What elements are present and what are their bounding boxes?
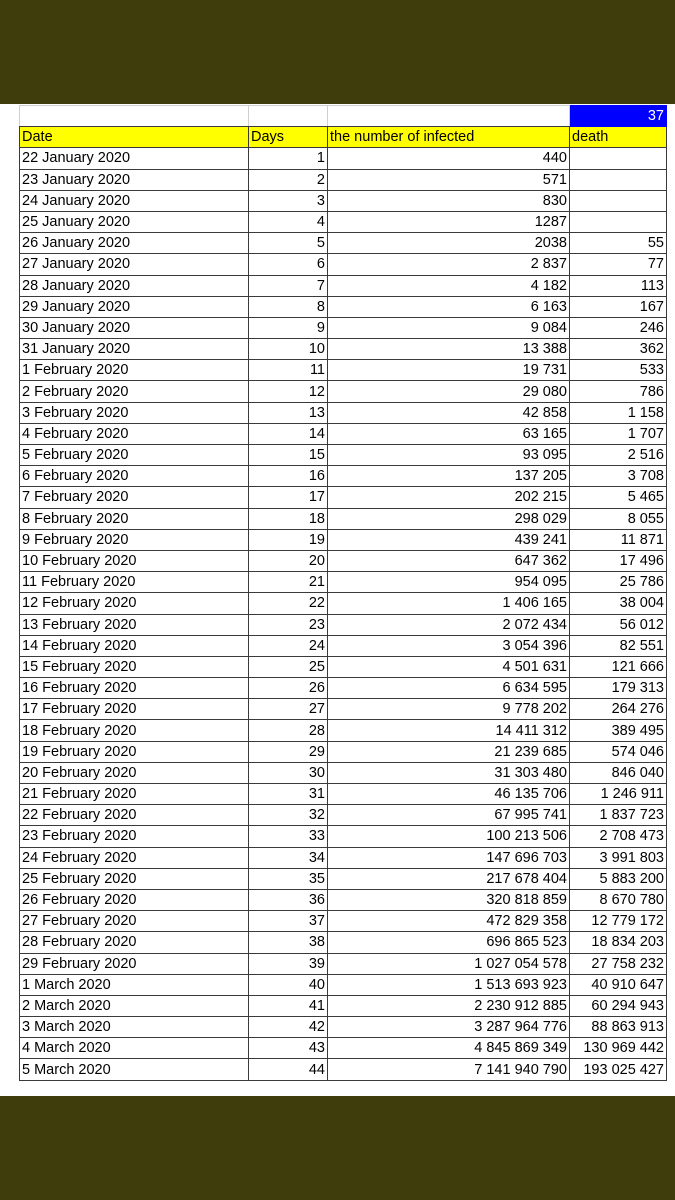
table-row (20, 762, 667, 783)
cell-date[interactable]: 29 February 2020 (20, 953, 249, 974)
cell-days[interactable]: 11 (249, 360, 328, 381)
cell-days[interactable]: 9 (249, 317, 328, 338)
cell-date[interactable]: 26 January 2020 (20, 233, 249, 254)
cell-infected[interactable]: 2038 (328, 233, 570, 254)
cell-date[interactable]: 16 February 2020 (20, 678, 249, 699)
cell-infected[interactable]: 440 (328, 148, 570, 169)
table-row (20, 275, 667, 296)
cell-infected[interactable]: 2 230 912 885 (328, 995, 570, 1016)
table-row (20, 360, 667, 381)
cell-infected[interactable]: 67 995 741 (328, 805, 570, 826)
cell-infected[interactable]: 63 165 (328, 423, 570, 444)
cell-date[interactable]: 6 February 2020 (20, 466, 249, 487)
table-row (20, 805, 667, 826)
cell-infected[interactable]: 3 054 396 (328, 635, 570, 656)
table-row (20, 572, 667, 593)
table-row (20, 826, 667, 847)
cell-days[interactable]: 8 (249, 296, 328, 317)
cell-death[interactable]: 27 758 232 (570, 953, 667, 974)
cell-infected[interactable]: 4 182 (328, 275, 570, 296)
cell-death[interactable]: 5 883 200 (570, 868, 667, 889)
empty-cell[interactable] (20, 106, 249, 127)
cell-death[interactable]: 56 012 (570, 614, 667, 635)
cell-date[interactable]: 3 March 2020 (20, 1017, 249, 1038)
cell-infected[interactable]: 1 406 165 (328, 593, 570, 614)
cell-infected[interactable]: 29 080 (328, 381, 570, 402)
cell-date[interactable]: 5 March 2020 (20, 1059, 249, 1080)
cell-infected[interactable]: 21 239 685 (328, 741, 570, 762)
cell-death[interactable]: 121 666 (570, 656, 667, 677)
cell-days[interactable]: 3 (249, 190, 328, 211)
cell-death[interactable]: 3 708 (570, 466, 667, 487)
cell-infected[interactable]: 46 135 706 (328, 784, 570, 805)
cell-infected[interactable]: 42 858 (328, 402, 570, 423)
table-row (20, 847, 667, 868)
cell-death[interactable]: 179 313 (570, 678, 667, 699)
cell-infected[interactable]: 2 837 (328, 254, 570, 275)
cell-date[interactable]: 8 February 2020 (20, 508, 249, 529)
table-row (20, 296, 667, 317)
cell-death[interactable]: 77 (570, 254, 667, 275)
table-row (20, 254, 667, 275)
cell-days[interactable]: 14 (249, 423, 328, 444)
header-death[interactable]: death (570, 127, 667, 148)
cell-date[interactable]: 21 February 2020 (20, 784, 249, 805)
cell-date[interactable]: 12 February 2020 (20, 593, 249, 614)
cell-days[interactable]: 26 (249, 678, 328, 699)
cell-death[interactable]: 533 (570, 360, 667, 381)
table-row (20, 974, 667, 995)
cell-death[interactable]: 2 516 (570, 445, 667, 466)
table-row (20, 317, 667, 338)
table-row (20, 741, 667, 762)
cell-death[interactable]: 362 (570, 339, 667, 360)
cell-death[interactable]: 25 786 (570, 572, 667, 593)
table-row (20, 953, 667, 974)
cell-date[interactable]: 1 March 2020 (20, 974, 249, 995)
cell-date[interactable]: 14 February 2020 (20, 635, 249, 656)
cell-date[interactable]: 2 March 2020 (20, 995, 249, 1016)
cell-date[interactable]: 24 January 2020 (20, 190, 249, 211)
cell-date[interactable]: 1 February 2020 (20, 360, 249, 381)
table-row (20, 593, 667, 614)
cell-days[interactable]: 24 (249, 635, 328, 656)
table-row (20, 995, 667, 1016)
cell-death[interactable]: 786 (570, 381, 667, 402)
cell-days[interactable]: 16 (249, 466, 328, 487)
cell-days[interactable]: 41 (249, 995, 328, 1016)
cell-date[interactable]: 27 January 2020 (20, 254, 249, 275)
table-row (20, 656, 667, 677)
cell-date[interactable]: 27 February 2020 (20, 911, 249, 932)
table-row (20, 487, 667, 508)
cell-death[interactable]: 88 863 913 (570, 1017, 667, 1038)
table-row (20, 720, 667, 741)
cell-death[interactable]: 2 708 473 (570, 826, 667, 847)
table-row (20, 445, 667, 466)
cell-days[interactable]: 22 (249, 593, 328, 614)
cell-death[interactable]: 18 834 203 (570, 932, 667, 953)
cell-death[interactable]: 60 294 943 (570, 995, 667, 1016)
cell-date[interactable]: 25 January 2020 (20, 211, 249, 232)
cell-days[interactable]: 15 (249, 445, 328, 466)
cell-date[interactable]: 26 February 2020 (20, 889, 249, 910)
cell-date[interactable]: 18 February 2020 (20, 720, 249, 741)
cell-date[interactable]: 22 January 2020 (20, 148, 249, 169)
cell-infected[interactable]: 2 072 434 (328, 614, 570, 635)
cell-death[interactable]: 38 004 (570, 593, 667, 614)
table-row (20, 1038, 667, 1059)
cell-days[interactable]: 31 (249, 784, 328, 805)
cell-death[interactable]: 389 495 (570, 720, 667, 741)
cell-infected[interactable]: 439 241 (328, 529, 570, 550)
cell-date[interactable]: 7 February 2020 (20, 487, 249, 508)
table-row (20, 911, 667, 932)
cell-date[interactable]: 11 February 2020 (20, 572, 249, 593)
cell-infected[interactable]: 137 205 (328, 466, 570, 487)
cell-infected[interactable]: 298 029 (328, 508, 570, 529)
cell-infected[interactable]: 696 865 523 (328, 932, 570, 953)
cell-days[interactable]: 36 (249, 889, 328, 910)
cell-infected[interactable]: 9 084 (328, 317, 570, 338)
cell-date[interactable]: 17 February 2020 (20, 699, 249, 720)
cell-date[interactable]: 2 February 2020 (20, 381, 249, 402)
cell-infected[interactable]: 202 215 (328, 487, 570, 508)
cell-infected[interactable]: 6 163 (328, 296, 570, 317)
cell-death[interactable]: 5 465 (570, 487, 667, 508)
cell-infected[interactable]: 9 778 202 (328, 699, 570, 720)
cell-death[interactable]: 11 871 (570, 529, 667, 550)
cell-date[interactable]: 4 March 2020 (20, 1038, 249, 1059)
cell-infected[interactable]: 100 213 506 (328, 826, 570, 847)
cell-infected[interactable]: 31 303 480 (328, 762, 570, 783)
cell-days[interactable]: 30 (249, 762, 328, 783)
cell-death[interactable]: 130 969 442 (570, 1038, 667, 1059)
table-row (20, 339, 667, 360)
cell-days[interactable]: 40 (249, 974, 328, 995)
cell-days[interactable]: 10 (249, 339, 328, 360)
cell-death[interactable]: 193 025 427 (570, 1059, 667, 1080)
cell-death[interactable]: 846 040 (570, 762, 667, 783)
cell-days[interactable]: 19 (249, 529, 328, 550)
cell-days[interactable]: 13 (249, 402, 328, 423)
cell-date[interactable]: 13 February 2020 (20, 614, 249, 635)
cell-infected[interactable]: 14 411 312 (328, 720, 570, 741)
cell-death[interactable]: 113 (570, 275, 667, 296)
table-row (20, 211, 667, 232)
cell-infected[interactable]: 217 678 404 (328, 868, 570, 889)
table-row (20, 868, 667, 889)
cell-date[interactable]: 20 February 2020 (20, 762, 249, 783)
counter-row (20, 106, 667, 127)
cell-infected[interactable]: 1 513 693 923 (328, 974, 570, 995)
cell-date[interactable]: 28 February 2020 (20, 932, 249, 953)
cell-death[interactable]: 3 991 803 (570, 847, 667, 868)
table-row (20, 148, 667, 169)
cell-days[interactable]: 43 (249, 1038, 328, 1059)
cell-days[interactable]: 39 (249, 953, 328, 974)
cell-days[interactable]: 20 (249, 550, 328, 571)
cell-date[interactable]: 24 February 2020 (20, 847, 249, 868)
empty-cell[interactable] (249, 106, 328, 127)
cell-days[interactable]: 37 (249, 911, 328, 932)
cell-days[interactable]: 1 (249, 148, 328, 169)
cell-death[interactable]: 12 779 172 (570, 911, 667, 932)
cell-days[interactable]: 17 (249, 487, 328, 508)
cell-date[interactable]: 31 January 2020 (20, 339, 249, 360)
cell-death[interactable]: 40 910 647 (570, 974, 667, 995)
cell-death[interactable]: 246 (570, 317, 667, 338)
cell-days[interactable]: 7 (249, 275, 328, 296)
cell-days[interactable]: 44 (249, 1059, 328, 1080)
cell-days[interactable]: 29 (249, 741, 328, 762)
cell-days[interactable]: 2 (249, 169, 328, 190)
cell-days[interactable]: 25 (249, 656, 328, 677)
selected-cell-counter[interactable]: 37 (570, 106, 667, 127)
cell-days[interactable]: 5 (249, 233, 328, 254)
table-row (20, 508, 667, 529)
cell-days[interactable]: 12 (249, 381, 328, 402)
table-row (20, 423, 667, 444)
table-row (20, 529, 667, 550)
data-table (19, 105, 667, 1081)
header-date[interactable]: Date (20, 127, 249, 148)
cell-death[interactable] (570, 190, 667, 211)
cell-infected[interactable]: 830 (328, 190, 570, 211)
cell-infected[interactable]: 13 388 (328, 339, 570, 360)
table-row (20, 466, 667, 487)
cell-infected[interactable]: 3 287 964 776 (328, 1017, 570, 1038)
table-row (20, 932, 667, 953)
cell-date[interactable]: 29 January 2020 (20, 296, 249, 317)
cell-date[interactable]: 10 February 2020 (20, 550, 249, 571)
cell-date[interactable]: 15 February 2020 (20, 656, 249, 677)
cell-infected[interactable]: 19 731 (328, 360, 570, 381)
cell-date[interactable]: 25 February 2020 (20, 868, 249, 889)
cell-death[interactable]: 82 551 (570, 635, 667, 656)
cell-death[interactable]: 1 837 723 (570, 805, 667, 826)
cell-days[interactable]: 35 (249, 868, 328, 889)
cell-infected[interactable]: 147 696 703 (328, 847, 570, 868)
cell-death[interactable]: 574 046 (570, 741, 667, 762)
cell-death[interactable]: 8 055 (570, 508, 667, 529)
cell-infected[interactable]: 472 829 358 (328, 911, 570, 932)
cell-infected[interactable]: 954 095 (328, 572, 570, 593)
cell-date[interactable]: 22 February 2020 (20, 805, 249, 826)
table-row (20, 233, 667, 254)
cell-days[interactable]: 4 (249, 211, 328, 232)
cell-date[interactable]: 19 February 2020 (20, 741, 249, 762)
cell-date[interactable]: 5 February 2020 (20, 445, 249, 466)
cell-death[interactable]: 167 (570, 296, 667, 317)
cell-date[interactable]: 4 February 2020 (20, 423, 249, 444)
cell-days[interactable]: 42 (249, 1017, 328, 1038)
cell-date[interactable]: 23 January 2020 (20, 169, 249, 190)
cell-infected[interactable]: 6 634 595 (328, 678, 570, 699)
cell-days[interactable]: 33 (249, 826, 328, 847)
cell-infected[interactable]: 7 141 940 790 (328, 1059, 570, 1080)
cell-death[interactable]: 264 276 (570, 699, 667, 720)
cell-days[interactable]: 21 (249, 572, 328, 593)
cell-days[interactable]: 38 (249, 932, 328, 953)
cell-days[interactable]: 32 (249, 805, 328, 826)
cell-infected[interactable]: 93 095 (328, 445, 570, 466)
cell-death[interactable] (570, 148, 667, 169)
cell-date[interactable]: 3 February 2020 (20, 402, 249, 423)
table-row (20, 1059, 667, 1080)
table-row (20, 784, 667, 805)
cell-days[interactable]: 18 (249, 508, 328, 529)
cell-death[interactable]: 1 707 (570, 423, 667, 444)
cell-infected[interactable]: 1287 (328, 211, 570, 232)
cell-date[interactable]: 28 January 2020 (20, 275, 249, 296)
cell-infected[interactable]: 647 362 (328, 550, 570, 571)
cell-date[interactable]: 9 February 2020 (20, 529, 249, 550)
table-row (20, 635, 667, 656)
cell-death[interactable]: 17 496 (570, 550, 667, 571)
cell-infected[interactable]: 1 027 054 578 (328, 953, 570, 974)
cell-days[interactable]: 28 (249, 720, 328, 741)
header-days[interactable]: Days (249, 127, 328, 148)
header-infected[interactable]: the number of infected (328, 127, 570, 148)
cell-death[interactable]: 55 (570, 233, 667, 254)
table-row (20, 889, 667, 910)
cell-date[interactable]: 23 February 2020 (20, 826, 249, 847)
table-row (20, 169, 667, 190)
table-row (20, 550, 667, 571)
cell-infected[interactable]: 4 501 631 (328, 656, 570, 677)
table-row (20, 614, 667, 635)
table-row (20, 1017, 667, 1038)
cell-death[interactable] (570, 211, 667, 232)
cell-date[interactable]: 30 January 2020 (20, 317, 249, 338)
cell-infected[interactable]: 320 818 859 (328, 889, 570, 910)
header-row (20, 127, 667, 148)
cell-infected[interactable]: 571 (328, 169, 570, 190)
empty-cell[interactable] (328, 106, 570, 127)
table-row (20, 402, 667, 423)
table-row (20, 678, 667, 699)
cell-death[interactable]: 1 246 911 (570, 784, 667, 805)
table-row (20, 381, 667, 402)
cell-infected[interactable]: 4 845 869 349 (328, 1038, 570, 1059)
cell-death[interactable]: 1 158 (570, 402, 667, 423)
spreadsheet-area (0, 104, 675, 1096)
cell-death[interactable] (570, 169, 667, 190)
cell-days[interactable]: 6 (249, 254, 328, 275)
table-row (20, 190, 667, 211)
cell-days[interactable]: 23 (249, 614, 328, 635)
cell-death[interactable]: 8 670 780 (570, 889, 667, 910)
cell-days[interactable]: 34 (249, 847, 328, 868)
cell-days[interactable]: 27 (249, 699, 328, 720)
table-row (20, 699, 667, 720)
